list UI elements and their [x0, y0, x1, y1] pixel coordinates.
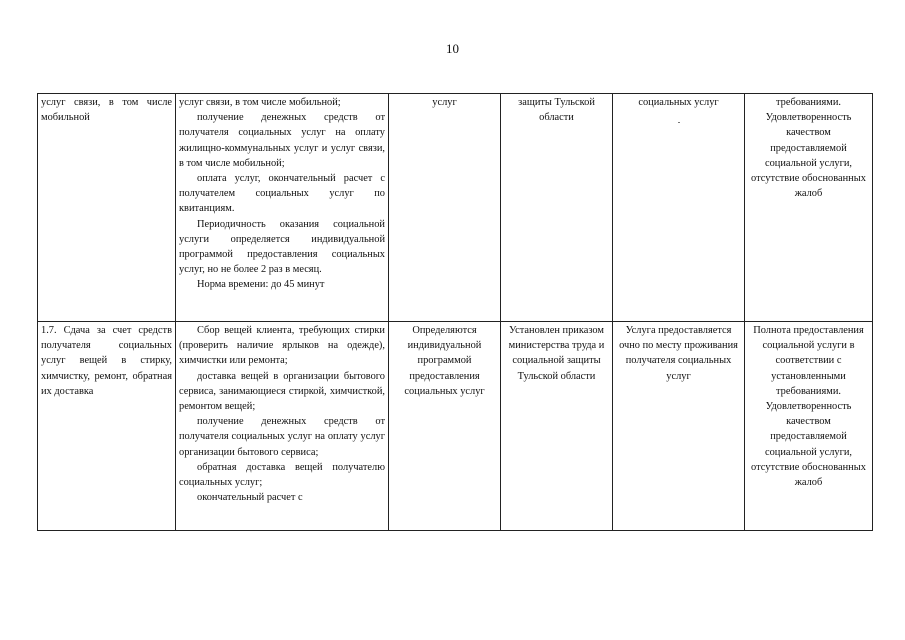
periodicity-cell: Определяются индивидуальной программой предоставления социальных услуг [389, 322, 501, 531]
service-name-cell: 1.7. Сдача за счет средств получателя социальных услуг вещей в стирку, химчистку, ремонт, обратная их доставка [38, 322, 176, 531]
service-description-cell [176, 322, 389, 531]
conditions-text: социальных услуг [638, 97, 719, 108]
table-row [38, 322, 873, 531]
description-paragraph: доставка вещей в организации бытового сервиса, занимающиеся стиркой, химчисткой, ремонтом вещей; [179, 370, 385, 413]
service-description-cell [176, 94, 389, 322]
description-paragraph: оплата услуг, окончательный расчет с получателем социальных услуг по квитанциям. [179, 173, 385, 215]
norm-cell: защиты Тульской области [501, 94, 613, 322]
periodicity-cell: услуг [389, 94, 501, 322]
description-paragraph: обратная доставка вещей получателю социальных услуг; [179, 461, 385, 489]
conditions-cell [613, 94, 745, 322]
services-table [37, 93, 873, 531]
service-name-cell: услуг связи, в том числе мобильной [38, 94, 176, 322]
description-paragraph: получение денежных средств от получателя социальных услуг на оплату услуг организации бытового сервиса; [179, 416, 385, 458]
description-paragraph: Сбор вещей клиента, требующих стирки (проверить наличие ярлыков на одежде), химчистки или ремонта; [179, 325, 385, 367]
description-paragraph: услуг связи, в том числе мобильной; [179, 97, 341, 108]
conditions-cell: Услуга предоставляется очно по месту проживания получателя социальных услуг [613, 322, 745, 531]
description-paragraph: Норма времени: до 45 минут [197, 279, 325, 291]
quality-cell: требованиями. Удовлетворенность качеством предоставляемой социальной услуги, отсутствие обоснованных жалоб [745, 94, 873, 322]
quality-cell: Полнота предоставления социальной услуги в соответствии с установленными требованиями. Удовлетворенность качеством предоставляемой социальной услуги, отсутствие обоснованных жалоб [745, 322, 873, 531]
description-paragraph: получение денежных средств от получателя социальных услуг на оплату жилищно-коммунальных услуг и услуг связи, в том числе мобильной; [179, 112, 385, 169]
description-paragraph: окончательный расчет с [197, 492, 303, 504]
scan-mark [678, 122, 680, 123]
page-number: 10 [446, 41, 459, 56]
norm-cell: Установлен приказом министерства труда и социальной защиты Тульской области [501, 322, 613, 531]
description-paragraph: Периодичность оказания социальной услуги определяется индивидуальной программой предоставления социальных услуг, но не более 2 раз в месяц. [179, 218, 385, 276]
table-row [38, 94, 873, 322]
